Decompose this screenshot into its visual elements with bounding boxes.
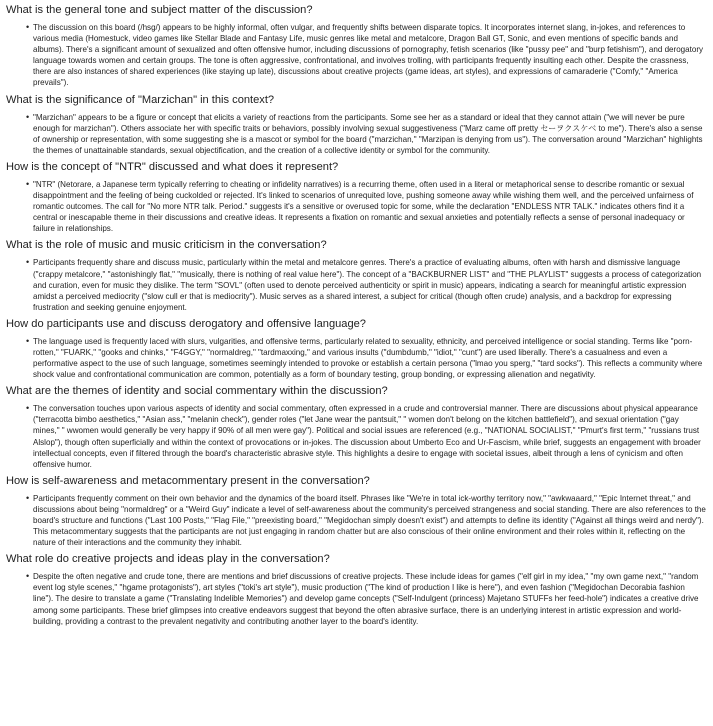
answer-item [6, 403, 707, 470]
answer-item [6, 112, 707, 156]
faq-section-ntr [6, 160, 707, 234]
bullet-icon: • [26, 571, 30, 582]
bullet-icon: • [26, 403, 30, 414]
question-heading: How do participants use and discuss derogatory and offensive language? [6, 317, 366, 330]
answer-text: The conversation touches upon various aspects of identity and social commentary, often expressed in a crude and controversial manner. There are discussions about physical appearance ("terracotta bimbo aesthetics," "Asian ass," "melanin check"), gender roles ("let Jane wear the pantsuit," " women don't belong on the kitchen battlefield"), and sexual orientation ("gay mines," " wwomen would generally be very happy if 90% of all men were gay"). Political and social issues are referenced (e.g., "NATIONAL SOCIALIST," "Pmurt's first term," "russians trust Alslop"), though often superficially and within the context of provocations or in-jokes. The discussion about Umberto Eco and Ur-Fascism, while brief, suggests an engagement with broader intellectual concepts, even if filtered through the board's characteristic abrasive style. This highlights a desire to engage with societal issues, albeit through a lens of cynicism and often offensive humor. [33, 404, 701, 469]
bullet-icon: • [26, 178, 30, 189]
bullet-icon: • [26, 111, 30, 122]
faq-section-identity [6, 384, 707, 470]
answer-text: "Marzichan" appears to be a figure or concept that elicits a variety of reactions from the participants. Some see her as a standard or ideal that they cannot attain ("we will never be pure enough for marzichan"). Others associate her with specific traits or behaviors, possibly involving sexual suggestiveness ("Marz came off pretty セーヲクスケベ to me"). There's also a sense of ownership or representation, with some suggesting she is a mascot or symbol for the board ("marzichan," "Marzipan is denying from us"). The conversation around "Marzichan" highlights the themes of unattainable standards, sexual objectification, and the creation of a collective identity or symbol for the community. [33, 112, 703, 155]
faq-section-creative [6, 552, 707, 626]
faq-section-language [6, 317, 707, 380]
answer-text: Participants frequently share and discuss music, particularly within the metal and metalcore genres. There's a practice of evaluating albums, often with harsh and dismissive language ("crappy metalcore," "astonishingly flat," "musically, there is nothing of real value here"). The concept of a "BACKBURNER LIST" and "THE PLAYLIST" suggests a process of categorization and curation, even for music they dislike. The term "SOVL" (often used to denote perceived authenticity or spirit in music) appears, indicating a search for meaningful artistic expression amidst a perceived mediocrity ("slow cull er that is mediocrity"). Music serves as a shared interest, a subject for critical (though often crude) analysis, and a backdrop for expressing frustration and seeking genuine enjoyment. [33, 258, 702, 312]
bullet-icon: • [26, 492, 30, 503]
question-heading: What is the significance of "Marzichan" in this context? [6, 93, 275, 106]
answer-text: Despite the often negative and crude tone, there are mentions and brief discussions of creative projects. These include ideas for games ("elf girl in my idea," "my own game next," "random event log style scenes," "hgame protagonists"), art styles ("toki's art style"), music production ("The kind of production I like is here"), and even fashion ("Megidochan Decorabia fashion line"). The desire to translate a game ("Translating Indelible Memories") and develop game concepts ("Self-Indulgent (princess) Majetano STUFFs her feed-hole") indicates a creative drive among some participants. These brief glimpses into creative endeavors suggest that beyond the often abrasive surface, there is an underlying interest in artistic expression and world-building, providing a contrast to the prevalent negativity and contributing another layer to the board's identity. [33, 572, 699, 626]
faq-section-general-tone [6, 3, 707, 89]
answer-item [6, 336, 707, 380]
answer-item [6, 571, 707, 626]
question-heading: How is self-awareness and metacommentary present in the conversation? [6, 474, 370, 487]
faq-section-marzichan [6, 93, 707, 156]
question-heading: How is the concept of "NTR" discussed and what does it represent? [6, 160, 339, 173]
bullet-icon: • [26, 335, 30, 346]
question-heading: What role do creative projects and ideas play in the conversation? [6, 553, 330, 566]
answer-item [6, 493, 707, 548]
answer-text: "NTR" (Netorare, a Japanese term typically referring to cheating or infidelity narratives) is a recurring theme, often used in a literal or metaphorical sense to describe romantic or sexual disappointment and the feeling of being cuckolded or rejected. It's linked to scenarios of unrequited love, pushing someone away while wishing them well, and the perceived unfairness of romantic outcomes. The call for "No more NTR talk. Period." suggests it's a sensitive or overused topic for some, while the declaration "ENDLESS NTR TALK." indicates others find it a central or inescapable theme in their discussions and creative ideas. It represents a fixation on romantic and sexual anxieties and potentially reflects a sense of personal inadequacy or failure in relationships. [33, 179, 694, 234]
faq-section-metacommentary [6, 474, 707, 548]
faq-section-music [6, 238, 707, 312]
answer-item [6, 22, 707, 89]
answer-item [6, 257, 707, 312]
question-heading: What is the general tone and subject matter of the discussion? [6, 4, 313, 16]
answer-text: The language used is frequently laced with slurs, vulgarities, and offensive terms, particularly related to sexuality, ethnicity, and perceived intelligence or social standing. Terms like "porn-rotten," "FUARK," "gooks and chinks," "F4GGY," "normaldreg," "tardmaxxing," and various insults ("dumbdumb," "idiot," "cunt") are used liberally. There's a casualness and even a performative aspect to the use of such language, sometimes seemingly intended to provoke or establish a certain persona ("lmao you sperg," "tard socks"). This reflects a community where shock value and confrontational communication are common, potentially as a form of boundary testing, group bonding, or expressing alienation and negativity. [33, 336, 703, 380]
answer-text: Participants frequently comment on their own behavior and the dynamics of the board itself. Phrases like "We're in total ick-worthy territory now," "awkwaaard," "Epic Internet threat," and discussions about being "normaldreg" or a "Weird Guy" indicate a level of self-awareness about the community's perceived strangeness and social standing. There are also references to the board's structure and functions ("Last 100 Posts," "Flag File," "preexisting board," "Megidochan simply doesn't exist") and attempts to define its identity ("Against all things weird and nerdy"). This metacommentary suggests that the participants are not just engaging in random chatter but are also conscious of their online environment and their roles within it, reflecting on the nature of their interactions and the community they inhabit. [33, 493, 706, 548]
question-heading: What are the themes of identity and social commentary within the discussion? [6, 385, 388, 398]
bullet-icon: • [26, 22, 30, 32]
answer-text: The discussion on this board (/hsg/) appears to be highly informal, often vulgar, and frequently shifts between disparate topics. It incorporates internet slang, in-jokes, and references to various media (Homestuck, video games like Stellar Blade and Fantasy Life, music genres like metal and metalcore, Dragon Ball GT, Sonic, and even mentions of specific bands and albums). There's a significant amount of sexualized and often offensive humor, including discussions of pornography, fetish scenarios (like "pussy pee" and "burp fetishism"), and derogatory language towards women and certain groups. The tone is often aggressive, confrontational, and involves trolling, with participants frequently insulting each other. Despite the crassness, there are also instances of shared experiences (like staying up late), discussions about creative projects (game ideas, art styles), and expressions of camaraderie ("Comfy," "America prevails"). [33, 23, 704, 88]
bullet-icon: • [26, 257, 30, 268]
question-heading: What is the role of music and music criticism in the conversation? [6, 239, 327, 252]
answer-item [6, 179, 707, 234]
